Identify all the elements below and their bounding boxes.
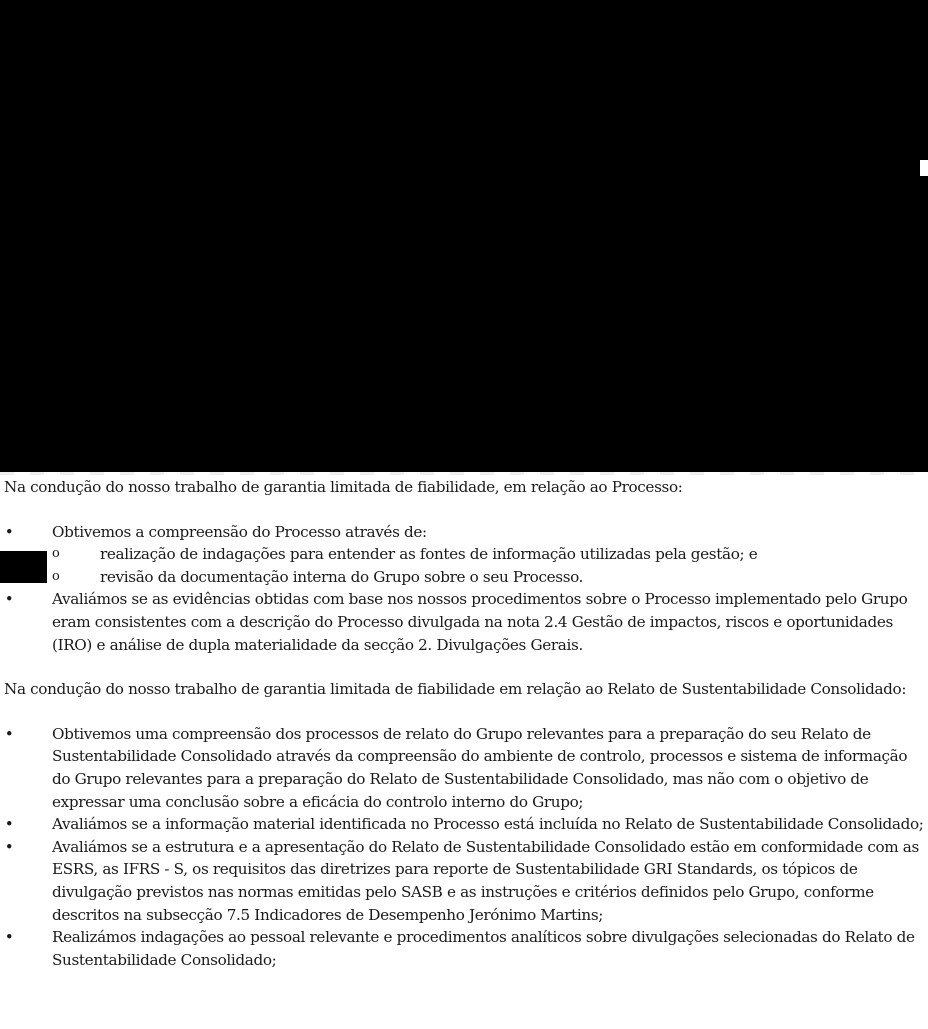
bullet-icon: • xyxy=(4,928,14,947)
sub-list-item-text: realização de indagações para entender as fontes de informação utilizadas pela gestão; e xyxy=(100,545,758,564)
document-body xyxy=(4,476,924,971)
redacted-region-top xyxy=(0,0,928,472)
residual-text-artifact xyxy=(0,472,928,475)
list-item-text: Realizámos indagações ao pessoal relevante e procedimentos analíticos sobre divulgações selecionadas do Relato de Sustentabilidade Consolidado; xyxy=(52,928,915,969)
sub-list-item xyxy=(52,543,924,566)
section1-bullet-list xyxy=(4,521,924,657)
sub-list-item xyxy=(52,566,924,589)
list-item-text: Obtivemos uma compreensão dos processos de relato do Grupo relevantes para a preparação do seu Relato de Sustentabilidade Consolidado através da compreensão do ambiente de controlo, processos e sistema de informação do Grupo relevantes para a preparação do Relato de Sustentabilidade Consolidado, mas não com o objetivo de expressar uma conclusão sobre a eficácia do controlo interno do Grupo; xyxy=(52,724,908,811)
list-item xyxy=(4,521,924,589)
sub-list-item-text: revisão da documentação interna do Grupo sobre o seu Processo. xyxy=(100,567,584,586)
section2-intro: Na condução do nosso trabalho de garantia limitada de fiabilidade em relação ao Relato de Sustentabilidade Consolidado: xyxy=(4,680,907,699)
bullet-icon: • xyxy=(4,837,14,856)
section1-intro: Na condução do nosso trabalho de garantia limitada de fiabilidade, em relação ao Processo: xyxy=(4,478,683,496)
list-item xyxy=(4,813,924,836)
sub-bullet-list xyxy=(52,543,924,588)
list-item-text: Avaliámos se as evidências obtidas com base nos nossos procedimentos sobre o Processo implementado pelo Grupo eram consistentes com a descrição do Processo divulgada na nota 2.4 Gestão de impactos, riscos e oportunidades (IRO) e análise de dupla materialidade da secção 2. Divulgações Gerais. xyxy=(52,590,908,654)
list-item xyxy=(4,723,924,813)
list-item xyxy=(4,926,924,971)
hollow-circle-bullet-icon: o xyxy=(52,546,60,562)
page-edge-notch xyxy=(920,160,928,176)
bullet-icon: • xyxy=(4,590,14,609)
list-item xyxy=(4,836,924,926)
list-item xyxy=(4,588,924,656)
bullet-icon: • xyxy=(4,815,14,834)
bullet-icon: • xyxy=(4,724,14,743)
list-item-text: Avaliámos se a estrutura e a apresentação do Relato de Sustentabilidade Consolidado estão em conformidade com as ESRS, as IFRS - S, os requisitos das diretrizes para reporte de Sustentabilidade GRI Standards, os tópicos de divulgação previstos nas normas emitidas pelo SASB e as instruções e critérios definidos pelo Grupo, conforme descritos na subsecção 7.5 Indicadores de Desempenho Jerónimo Martins; xyxy=(52,837,919,924)
section2-bullet-list xyxy=(4,723,924,972)
hollow-circle-bullet-icon: o xyxy=(52,568,60,584)
list-item-text: Obtivemos a compreensão do Processo através de: xyxy=(52,522,427,541)
list-item-text: Avaliámos se a informação material identificada no Processo está incluída no Relato de Sustentabilidade Consolidado; xyxy=(52,815,924,834)
bullet-icon: • xyxy=(4,522,14,541)
